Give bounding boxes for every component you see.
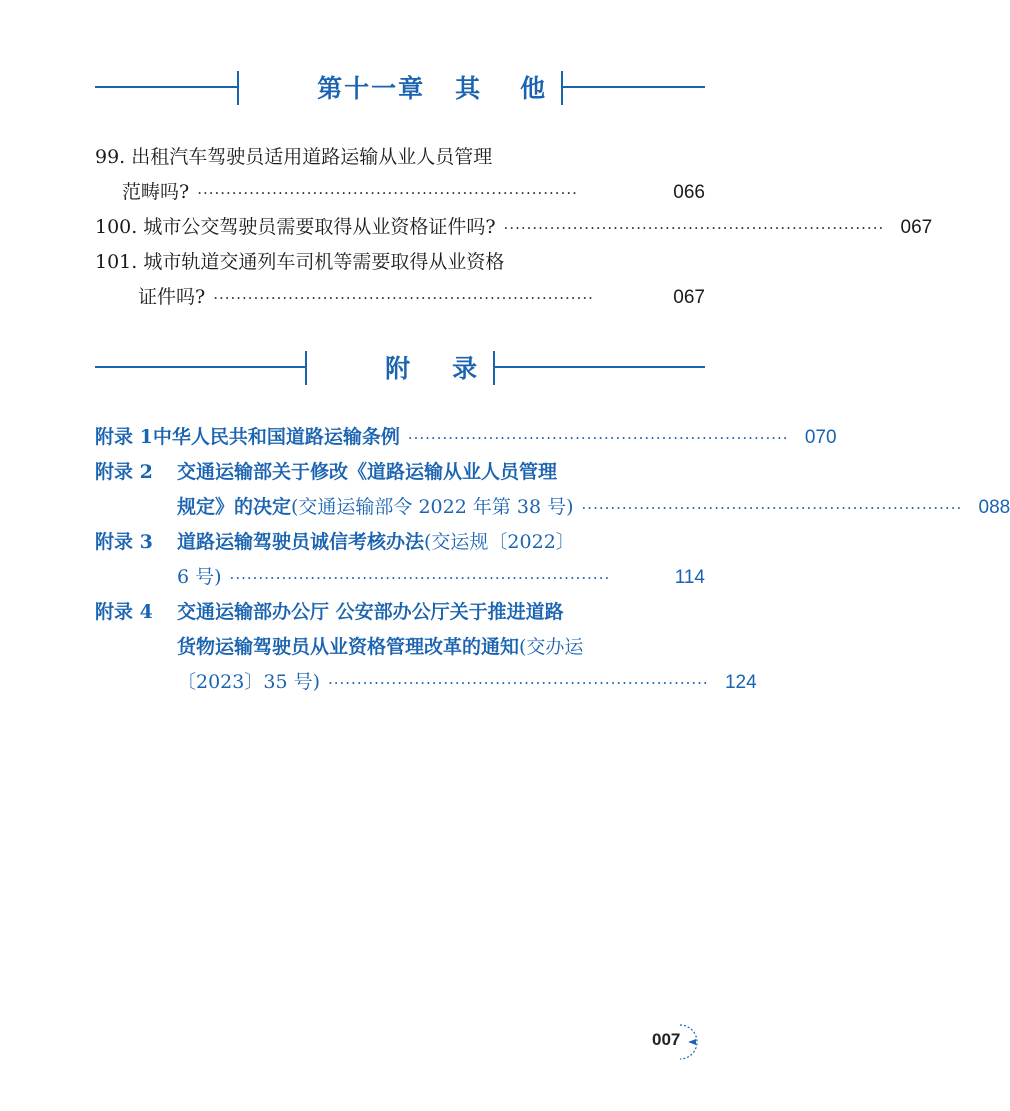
appendix-1-title: 中华人民共和国道路运输条例 <box>152 426 400 448</box>
chapter-title <box>239 40 561 134</box>
appendix-2-source: (交通运输部令 2022 年第 38 号) <box>291 496 574 518</box>
appendix-1-page: 070 <box>804 427 837 448</box>
appendix-title-part1: 附 <box>385 354 413 383</box>
chapter-header <box>95 70 705 104</box>
page-number: 007 <box>652 1030 681 1049</box>
leader-dots: ·································································· <box>503 219 885 237</box>
leader-dots: ·································································· <box>327 674 709 692</box>
header-rule-right <box>493 366 705 368</box>
appendix-3-label: 附录 3 <box>95 531 153 553</box>
appendix-4-page: 124 <box>724 672 757 693</box>
appendix-3-title: 道路运输驾驶员诚信考核办法 <box>177 531 425 553</box>
toc-entry-101-page: 067 <box>673 287 705 308</box>
header-rule-right <box>561 86 705 88</box>
leader-dots: ·································································· <box>581 499 963 517</box>
toc-entry-101-text: 证件吗? <box>138 286 206 308</box>
chapter-title-part2: 他 <box>520 74 548 103</box>
appendix-title-part2: 录 <box>452 354 480 383</box>
appendix-4-source: (交办运 <box>519 636 584 658</box>
toc-entry-100-text: 100. 城市公交驾驶员需要取得从业资格证件吗? <box>95 216 496 238</box>
page-number-arc-icon <box>676 1022 712 1062</box>
header-rule-left <box>95 86 239 88</box>
toc-entry-99-text: 范畴吗? <box>122 181 190 203</box>
appendix-3-line2[interactable] <box>177 563 705 591</box>
appendix-4-title: 交通运输部办公厅 公安部办公厅关于推进道路 <box>177 601 564 623</box>
appendix-4-line1[interactable] <box>95 598 564 626</box>
chapter-number: 第十一章 <box>317 74 426 103</box>
toc-entry-100-page: 067 <box>900 217 933 238</box>
toc-entry-101-line2[interactable] <box>138 283 705 311</box>
appendix-1[interactable] <box>95 423 837 451</box>
appendix-header <box>95 350 705 384</box>
appendix-2-title-cont: 规定》的决定 <box>177 496 292 518</box>
leader-dots: ·································································· <box>407 429 789 447</box>
appendix-4-label: 附录 4 <box>95 601 153 623</box>
appendix-2-line1[interactable] <box>95 458 557 486</box>
toc-entry-99-line1[interactable]: 99. 出租汽车驾驶员适用道路运输从业人员管理 <box>95 146 493 168</box>
appendix-3-source-cont: 6 号) <box>177 566 222 588</box>
appendix-4-title-cont: 货物运输驾驶员从业资格管理改革的通知 <box>177 636 520 658</box>
appendix-title <box>307 320 493 414</box>
chapter-title-part1: 其 <box>455 74 483 103</box>
toc-entry-101-line1[interactable]: 101. 城市轨道交通列车司机等需要取得从业资格 <box>95 251 505 273</box>
appendix-4-line3[interactable] <box>177 668 757 696</box>
leader-dots: ·································································· <box>229 569 611 587</box>
leader-dots: ·································································· <box>197 184 578 202</box>
appendix-3-page: 114 <box>674 567 705 588</box>
appendix-4-line2[interactable] <box>177 633 583 661</box>
appendix-4-source-cont: 〔2023〕35 号) <box>177 671 320 693</box>
header-rule-left <box>95 366 307 368</box>
appendix-3-line1[interactable] <box>95 528 575 556</box>
appendix-2-line2[interactable] <box>177 493 1010 521</box>
appendix-2-title: 交通运输部关于修改《道路运输从业人员管理 <box>177 461 558 483</box>
leader-dots: ·································································· <box>213 289 594 307</box>
appendix-2-label: 附录 2 <box>95 461 153 483</box>
toc-entry-99-line2[interactable] <box>122 178 705 206</box>
appendix-2-page: 088 <box>978 497 1010 518</box>
appendix-3-source: (交运规〔2022〕 <box>424 531 575 553</box>
toc-entry-100[interactable] <box>95 213 933 241</box>
appendix-1-label: 附录 1 <box>95 426 153 448</box>
toc-entry-99-page: 066 <box>673 182 705 203</box>
